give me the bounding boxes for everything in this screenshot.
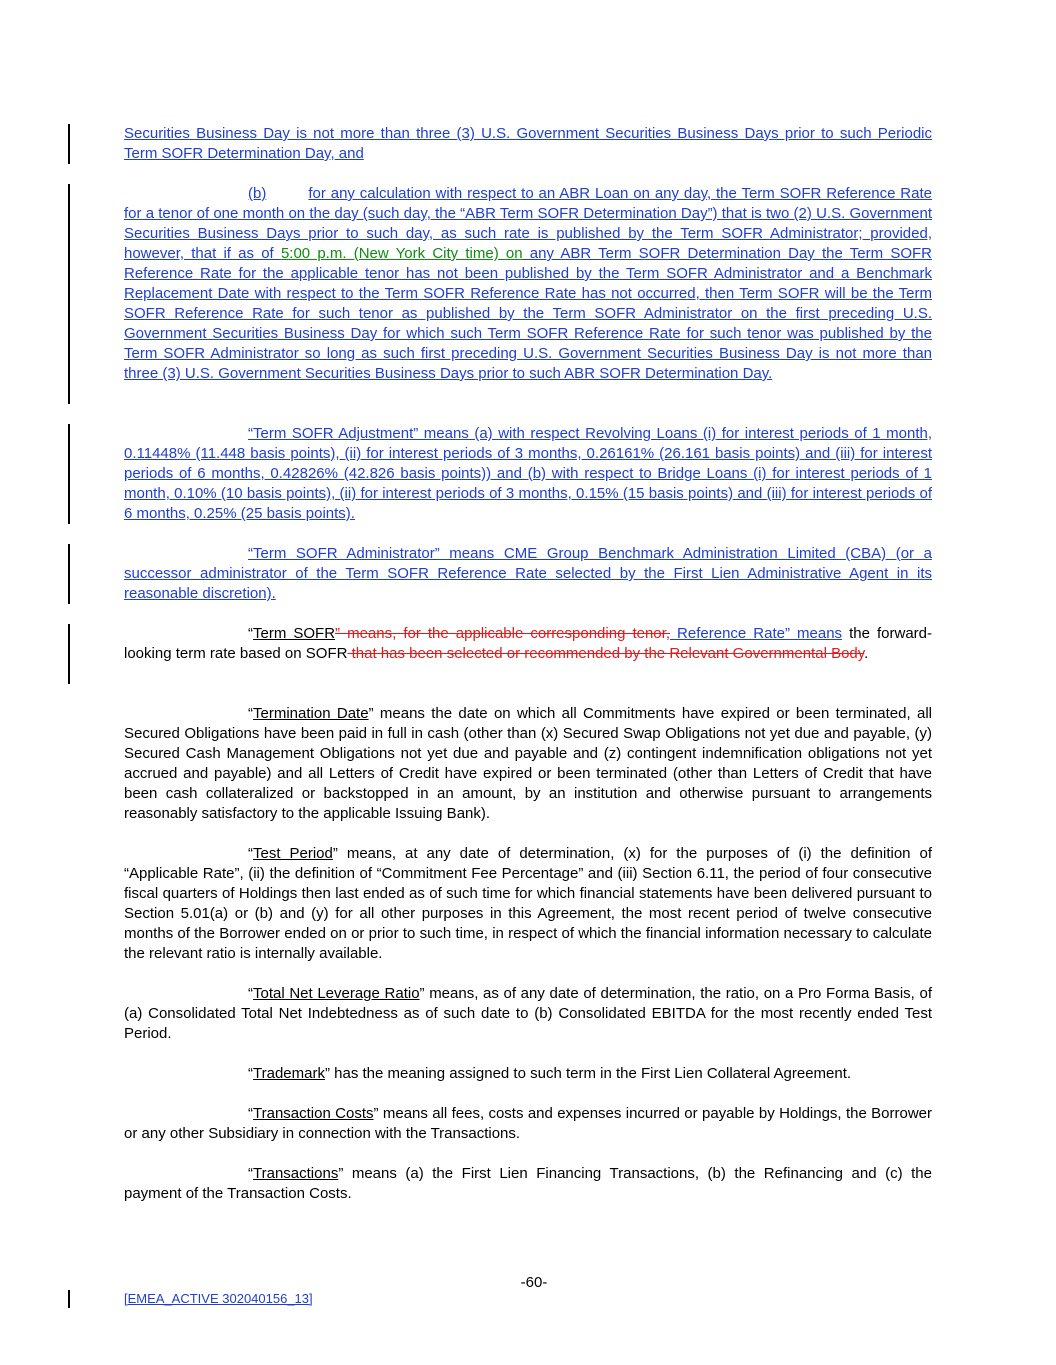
deleted-text: ” means, for the applicable corresponding tenor, [335, 625, 670, 642]
defined-term: Total Net Leverage Ratio [253, 985, 420, 1002]
inserted-text: any ABR Term SOFR Determination Day the Term SOFR Reference Rate for the applicable tenor has not been published by the Term SOFR Administrator and a Benchmark Replacement Date with respect to the Term SOFR Reference Rate has not occurred, then Term SOFR will be the Term SOFR Reference Rate for such tenor as published by the Term SOFR Administrator on the first preceding U.S. Government Securities Business Day for which such Term SOFR Reference Rate for such tenor was published by the Term SOFR Administrator so long as such first preceding U.S. Government Securities Business Day is not more than three (3) U.S. Government Securities Business Days prior to such ABR SOFR Determination Day. [124, 245, 932, 382]
change-bar [68, 424, 70, 524]
definition-test-period [124, 844, 932, 964]
open-quote: “ [248, 705, 253, 722]
defined-term: Trademark [253, 1065, 325, 1082]
definition-transaction-costs [124, 1104, 932, 1144]
change-bar [68, 184, 70, 404]
inserted-text: “Term SOFR Adjustment” means (a) with respect Revolving Loans (i) for interest periods of 1 month, 0.11448% (11.448 basis points), (ii) for interest periods of 3 months, 0.26161% (26.161 basis points) and (iii) for interest periods of 6 months, 0.42826% (42.826 basis points)) and (b) with respect to Bridge Loans (i) for interest periods of 1 month, 0.10% (10 basis points), (ii) for interest periods of 3 months, 0.15% (15 basis points) and (iii) for interest periods of 6 months, 0.25% (25 basis points). [124, 425, 932, 522]
definition-term-sofr-administrator [124, 544, 932, 604]
definition-transactions [124, 1164, 932, 1204]
definition-term-sofr-adjustment [124, 424, 932, 524]
defined-term: Transactions [253, 1165, 339, 1182]
inserted-text: Reference Rate” means [670, 625, 843, 642]
open-quote: “ [248, 985, 253, 1002]
body-text: ” means, as of any date of determination, the ratio, on a Pro Forma Basis, of (a) Consolidated Total Net Indebtedness as of such date to (b) Consolidated EBITDA for the most recently ended Test Period. [124, 985, 932, 1042]
defined-term: Termination Date [253, 705, 369, 722]
inserted-text: for any calculation with respect to an ABR Loan on any day, the Term SOFR Reference Rate for a tenor of one month on the day (such day, the “ABR Term SOFR Determination Day”) that is two (2) U.S. Government Securities Business Days prior to such day, as such rate is published by the Term SOFR Administrator; provided, however, that if as of [124, 185, 932, 262]
inserted-text: “Term SOFR Administrator” means CME Group Benchmark Administration Limited (CBA) (or a successor administrator of the Term SOFR Reference Rate selected by the First Lien Administrative Agent in its reasonable discretion). [124, 545, 932, 602]
page-number: -60- [520, 1274, 548, 1291]
open-quote: “ [248, 1105, 253, 1122]
open-quote: “ [248, 845, 253, 862]
paragraph-continuation [124, 124, 932, 164]
body-text: ” has the meaning assigned to such term in the First Lien Collateral Agreement. [324, 1065, 852, 1082]
inserted-text-alt: 5:00 p.m. (New York City time) on [280, 245, 523, 262]
inserted-text: Securities Business Day is not more than three (3) U.S. Government Securities Business Days prior to such Periodic Term SOFR Determination Day, and [124, 125, 932, 162]
body-text: ” means the date on which all Commitments have expired or been terminated, all Secured Obligations have been paid in full in cash (other than (x) Secured Swap Obligations not yet due and payable, (y) Secured Cash Management Obligations not yet due and payable and (z) contingent indemnification obligations not yet accrued and payable) and all Letters of Credit have expired or been terminated (other than Letters of Credit that have been cash collateralized or backstopped in an amount, by an institution and otherwise pursuant to arrangements reasonably satisfactory to the applicable Issuing Bank). [124, 705, 932, 822]
defined-term: Transaction Costs [253, 1105, 374, 1122]
paragraph-b-abr-loan [124, 184, 932, 384]
definition-total-net-leverage-ratio [124, 984, 932, 1044]
footer-document-reference: [EMEA_ACTIVE 302040156_13] [124, 1291, 313, 1306]
body-text: ” means all fees, costs and expenses incurred or payable by Holdings, the Borrower or any other Subsidiary in connection with the Transactions. [124, 1105, 933, 1142]
definition-trademark [124, 1064, 932, 1084]
body-text: ” means (a) the First Lien Financing Transactions, (b) the Refinancing and (c) the payment of the Transaction Costs. [124, 1165, 932, 1202]
body-text: ” means, at any date of determination, (x) for the purposes of (i) the definition of “Applicable Rate”, (ii) the definition of “Commitment Fee Percentage” and (iii) Section 6.11, the period of four consecutive fiscal quarters of Holdings then last ended as of such time for which financial statements have been delivered pursuant to Section 5.01(a) or (b) and (y) for all other purposes in this Agreement, the most recent period of twelve consecutive months of the Borrower ended on or prior to such time, in respect of which the financial information necessary to calculate the relevant ratio is internally available. [124, 845, 932, 962]
change-bar [68, 1290, 70, 1308]
definition-termination-date [124, 704, 932, 824]
definition-term-sofr [124, 624, 932, 664]
open-quote: “ [248, 625, 253, 642]
defined-term: Term SOFR [253, 625, 336, 642]
deleted-text: that has been selected or recommended by the Relevant Governmental Body [347, 645, 865, 662]
body-text: the forward-looking term rate based on SOFR [124, 625, 932, 662]
change-bar [68, 544, 70, 604]
change-bar [68, 624, 70, 684]
open-quote: “ [248, 1165, 253, 1182]
defined-term: Test Period [253, 845, 333, 862]
change-bar [68, 124, 70, 164]
body-text: . [864, 645, 869, 662]
open-quote: “ [248, 1065, 253, 1082]
clause-label: (b) [248, 185, 267, 202]
